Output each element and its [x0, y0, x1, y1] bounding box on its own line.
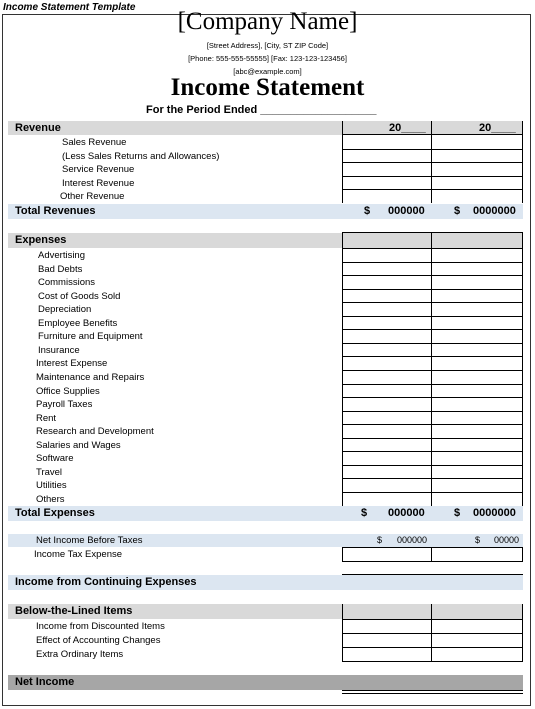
expense-item: Commissions: [38, 277, 96, 289]
expense-item: Interest Expense: [36, 358, 108, 370]
grid-line: [342, 189, 523, 190]
grid-line: [342, 135, 343, 203]
expenses-header-band: [8, 233, 523, 248]
grid-line: [342, 370, 523, 371]
grid-line: [342, 492, 523, 493]
grid-line: [342, 248, 523, 249]
net-income-label: Net Income: [15, 676, 75, 688]
expense-item: Furniture and Equipment: [38, 331, 143, 343]
grid-line: [342, 619, 523, 620]
expense-item: Insurance: [38, 344, 80, 356]
expense-item: Rent: [36, 412, 57, 424]
expense-item: Software: [36, 453, 74, 465]
grid-line: [342, 690, 523, 691]
grid-line: [342, 275, 523, 276]
currency-symbol: $: [361, 507, 368, 519]
expenses-header: Expenses: [15, 234, 67, 246]
continuing-label: Income from Continuing Expenses: [15, 576, 197, 588]
grid-line: [342, 424, 523, 425]
expense-item: Payroll Taxes: [36, 399, 93, 411]
net-before-taxes-label: Net Income Before Taxes: [36, 535, 143, 546]
grid-line: [431, 232, 432, 506]
grid-line: [342, 343, 523, 344]
grid-line: [342, 693, 523, 694]
period-label: For the Period Ended ___________________: [146, 104, 377, 116]
company-email: [abc@example.com]: [233, 67, 302, 76]
currency-symbol: $: [377, 535, 383, 545]
expense-item: Advertising: [38, 250, 85, 261]
total-expenses-value-1: 000000: [388, 507, 425, 519]
expense-item: Research and Development: [36, 426, 154, 438]
grid-line: [342, 329, 523, 330]
currency-symbol: $: [454, 507, 461, 519]
revenue-item: Sales Revenue: [62, 137, 127, 148]
below-line-item: Effect of Accounting Changes: [36, 635, 161, 646]
expense-item: Travel: [36, 466, 63, 478]
grid-line: [342, 465, 523, 466]
total-revenues-value-2: 0000000: [473, 205, 516, 217]
grid-line: [342, 262, 523, 263]
grid-line: [522, 232, 523, 506]
below-line-item: Extra Ordinary Items: [36, 649, 124, 660]
revenue-header: Revenue: [15, 122, 61, 134]
year-1-label: 20____: [389, 122, 426, 134]
grid-line: [342, 411, 523, 412]
grid-line: [342, 232, 523, 233]
below-line-item: Income from Discounted Items: [36, 621, 165, 632]
year-1-header-cell: [342, 121, 432, 135]
total-expenses-value-2: 0000000: [473, 507, 516, 519]
expense-item: Cost of Goods Sold: [38, 290, 121, 302]
grid-line: [342, 661, 523, 662]
grid-line: [342, 316, 523, 317]
revenue-item: Other Revenue: [60, 191, 125, 202]
expense-item: Utilities: [36, 480, 67, 492]
grid-line: [342, 149, 523, 150]
statement-title: Income Statement: [170, 74, 365, 101]
revenue-item: Service Revenue: [62, 164, 135, 175]
expense-item: Salaries and Wages: [36, 439, 121, 451]
company-address: [Street Address], [City, ST ZIP Code]: [206, 41, 329, 50]
income-tax-cell-2: [431, 547, 523, 562]
total-revenues-label: Total Revenues: [15, 205, 96, 217]
grid-line: [342, 289, 523, 290]
grid-line: [342, 302, 523, 303]
grid-line: [522, 135, 523, 203]
total-expenses-label: Total Expenses: [15, 507, 95, 519]
company-phone-fax: [Phone: 555-555-55555] [Fax: 123-123-123456]: [188, 54, 347, 63]
net-before-taxes-value-2: 00000: [494, 535, 520, 545]
grid-line: [342, 397, 523, 398]
expense-item: Maintenance and Repairs: [36, 371, 145, 383]
grid-line: [342, 451, 523, 452]
grid-line: [342, 633, 523, 634]
expense-item: Bad Debts: [38, 263, 83, 275]
expense-item: Office Supplies: [36, 385, 100, 397]
grid-line: [342, 438, 523, 439]
currency-symbol: $: [475, 535, 481, 545]
grid-line: [431, 135, 432, 203]
expense-item: Others: [36, 493, 65, 505]
revenue-item: (Less Sales Returns and Allowances): [62, 151, 220, 162]
grid-line: [342, 384, 523, 385]
currency-symbol: $: [364, 205, 371, 217]
income-tax-label: Income Tax Expense: [34, 549, 123, 560]
company-name: [Company Name]: [177, 8, 358, 35]
grid-line: [342, 162, 523, 163]
grid-line: [342, 356, 523, 357]
grid-line: [342, 574, 523, 575]
net-income-band: [8, 675, 523, 690]
expense-item: Depreciation: [38, 304, 92, 316]
currency-symbol: $: [454, 205, 461, 217]
income-tax-cell-1: [342, 547, 432, 562]
template-title: Income Statement Template: [3, 2, 136, 13]
net-before-taxes-value-1: 000000: [397, 535, 428, 545]
grid-line: [342, 478, 523, 479]
expense-item: Employee Benefits: [38, 317, 118, 329]
below-line-header: Below-the-Lined Items: [15, 605, 133, 617]
year-2-label: 20____: [479, 122, 516, 134]
grid-line: [342, 232, 343, 506]
grid-line: [342, 647, 523, 648]
total-revenues-value-1: 000000: [388, 205, 425, 217]
year-2-header-cell: [431, 121, 523, 135]
grid-line: [342, 176, 523, 177]
revenue-item: Interest Revenue: [62, 178, 135, 189]
